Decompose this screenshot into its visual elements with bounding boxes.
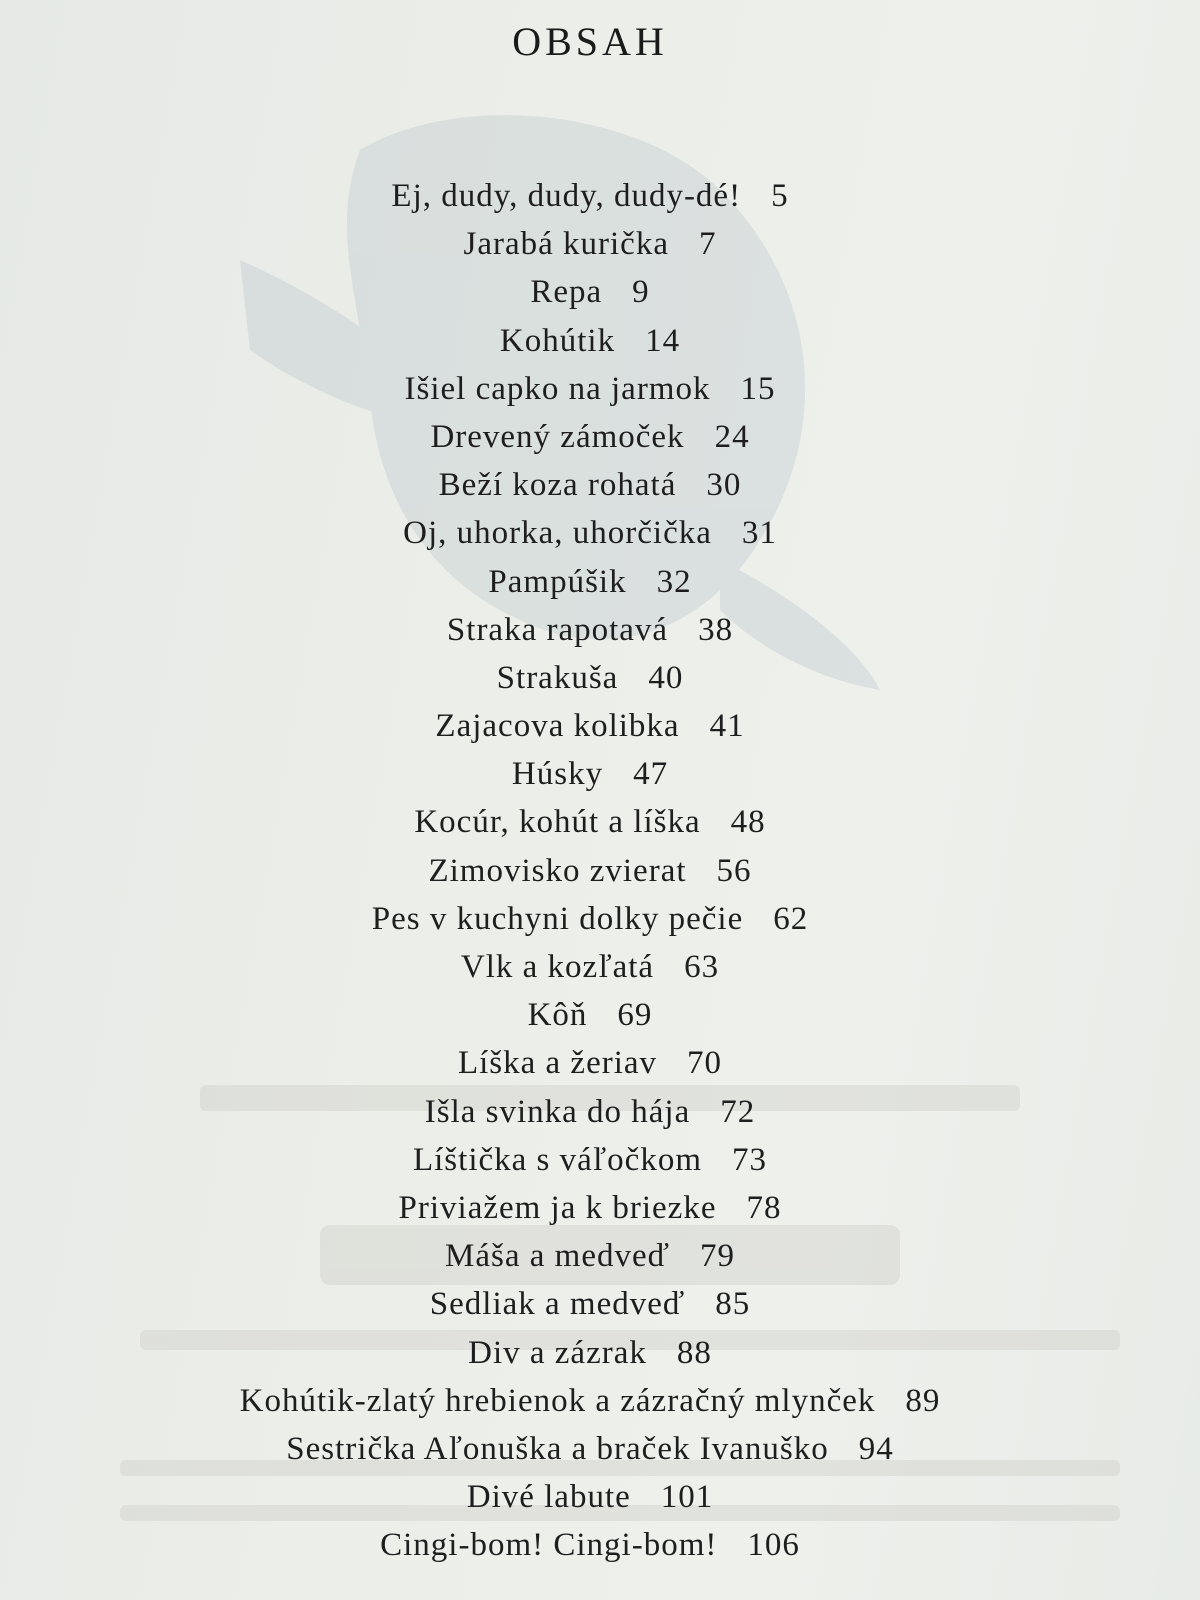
toc-entry — [0, 798, 1180, 846]
toc-entry-title: Zimovisko zvierat — [428, 852, 687, 889]
toc-entry-page-number: 62 — [773, 900, 809, 937]
toc-entry — [0, 172, 1180, 220]
toc-entry-page-number: 40 — [648, 659, 684, 696]
toc-entry — [0, 750, 1180, 798]
toc-entry-page-number: 63 — [684, 949, 720, 985]
toc-entry-page-number: 73 — [732, 1141, 767, 1178]
toc-entry-title: Vlk a kozľatá — [460, 949, 655, 985]
toc-entry — [0, 461, 1180, 509]
toc-entry — [0, 509, 1180, 557]
toc-entry-title: Kohútik-zlatý hrebienok a zázračný mlynček — [239, 1382, 876, 1419]
toc-entry-page-number: 56 — [716, 852, 752, 889]
toc-entry-page-number: 70 — [687, 1045, 723, 1082]
toc-entry-title: Divé labute — [466, 1479, 631, 1516]
toc-entry-page-number: 101 — [660, 1479, 714, 1516]
toc-entry — [0, 1039, 1180, 1087]
toc-entry-title: Líška a žeriav — [457, 1045, 658, 1082]
toc-entry-title: Húsky — [511, 756, 604, 793]
toc-entry-title: Pes v kuchyni dolky pečie — [371, 900, 744, 937]
toc-entry — [0, 558, 1180, 606]
toc-entry-page-number: 78 — [746, 1189, 782, 1226]
toc-entry-page-number: 79 — [699, 1238, 735, 1275]
toc-entry-title: Išiel capko na jarmok — [404, 370, 711, 407]
toc-entry — [0, 1088, 1180, 1136]
table-of-contents — [0, 172, 1180, 1569]
toc-entry — [0, 1280, 1180, 1328]
toc-entry — [0, 1329, 1180, 1377]
contents-heading: OBSAH — [512, 19, 668, 64]
toc-entry-title: Sestrička Aľonuška a braček Ivanuško — [286, 1430, 829, 1467]
toc-entry-title: Strakuša — [496, 659, 619, 696]
toc-entry-title: Cingi-bom! Cingi-bom! — [380, 1527, 718, 1564]
toc-entry-page-number: 31 — [741, 515, 777, 552]
toc-entry-title: Máša a medveď — [445, 1238, 670, 1275]
toc-entry-page-number: 7 — [698, 226, 717, 263]
toc-entry — [0, 606, 1180, 654]
toc-entry — [0, 654, 1180, 702]
toc-entry-page-number: 85 — [715, 1286, 751, 1323]
toc-entry-page-number: 30 — [706, 467, 742, 504]
toc-entry — [0, 943, 1180, 991]
toc-entry — [0, 268, 1180, 316]
toc-entry-page-number: 94 — [858, 1430, 894, 1467]
toc-entry-title: Straka rapotavá — [446, 611, 669, 648]
toc-entry — [0, 1377, 1180, 1425]
toc-entry-page-number: 14 — [645, 322, 681, 359]
toc-entry-title: Beží koza rohatá — [438, 467, 677, 504]
toc-entry — [0, 317, 1180, 365]
toc-entry-page-number: 15 — [740, 370, 776, 407]
toc-entry-title: Líštička s váľočkom — [412, 1141, 702, 1178]
toc-entry-page-number: 47 — [633, 756, 669, 793]
toc-entry-title: Priviažem ja k briezke — [398, 1189, 717, 1226]
toc-entry — [0, 895, 1180, 943]
toc-entry-title: Pampúšik — [488, 563, 627, 600]
toc-entry-page-number: 69 — [617, 997, 653, 1034]
toc-entry — [0, 413, 1180, 461]
toc-entry-title: Kôň — [527, 997, 588, 1034]
toc-entry-page-number: 5 — [771, 178, 789, 214]
toc-entry — [0, 365, 1180, 413]
toc-entry-title: Repa — [530, 274, 603, 311]
toc-entry — [0, 220, 1180, 268]
toc-entry-title: Jarabá kurička — [463, 226, 669, 263]
toc-entry-title: Oj, uhorka, uhorčička — [403, 515, 712, 552]
toc-entry-page-number: 48 — [730, 804, 766, 841]
toc-entry — [0, 702, 1180, 750]
toc-entry-title: Div a zázrak — [468, 1334, 647, 1371]
toc-entry-page-number: 41 — [709, 708, 745, 745]
toc-entry-page-number: 106 — [747, 1527, 800, 1564]
toc-entry-page-number: 24 — [714, 418, 750, 455]
toc-entry — [0, 847, 1180, 895]
toc-entry — [0, 1184, 1180, 1232]
toc-entry-page-number: 9 — [632, 274, 650, 311]
toc-entry-title: Kocúr, kohút a líška — [414, 804, 701, 841]
toc-entry-title: Zajacova kolibka — [435, 708, 680, 745]
toc-entry — [0, 1425, 1180, 1473]
toc-entry-page-number: 89 — [905, 1382, 941, 1419]
toc-entry-page-number: 88 — [676, 1334, 712, 1371]
toc-entry — [0, 1521, 1180, 1569]
toc-entry-title: Sedliak a medveď — [429, 1286, 686, 1323]
toc-entry-title: Ej, dudy, dudy, dudy-dé! — [391, 178, 742, 214]
toc-entry — [0, 1473, 1180, 1521]
toc-entry-page-number: 38 — [698, 611, 734, 648]
toc-entry-title: Drevený zámoček — [430, 418, 685, 455]
toc-entry-page-number: 72 — [720, 1093, 756, 1130]
toc-entry — [0, 991, 1180, 1039]
toc-entry-page-number: 32 — [656, 563, 692, 600]
toc-entry-title: Išla svinka do hája — [424, 1093, 691, 1130]
toc-entry — [0, 1136, 1180, 1184]
toc-entry-title: Kohútik — [499, 322, 616, 359]
toc-entry — [0, 1232, 1180, 1280]
